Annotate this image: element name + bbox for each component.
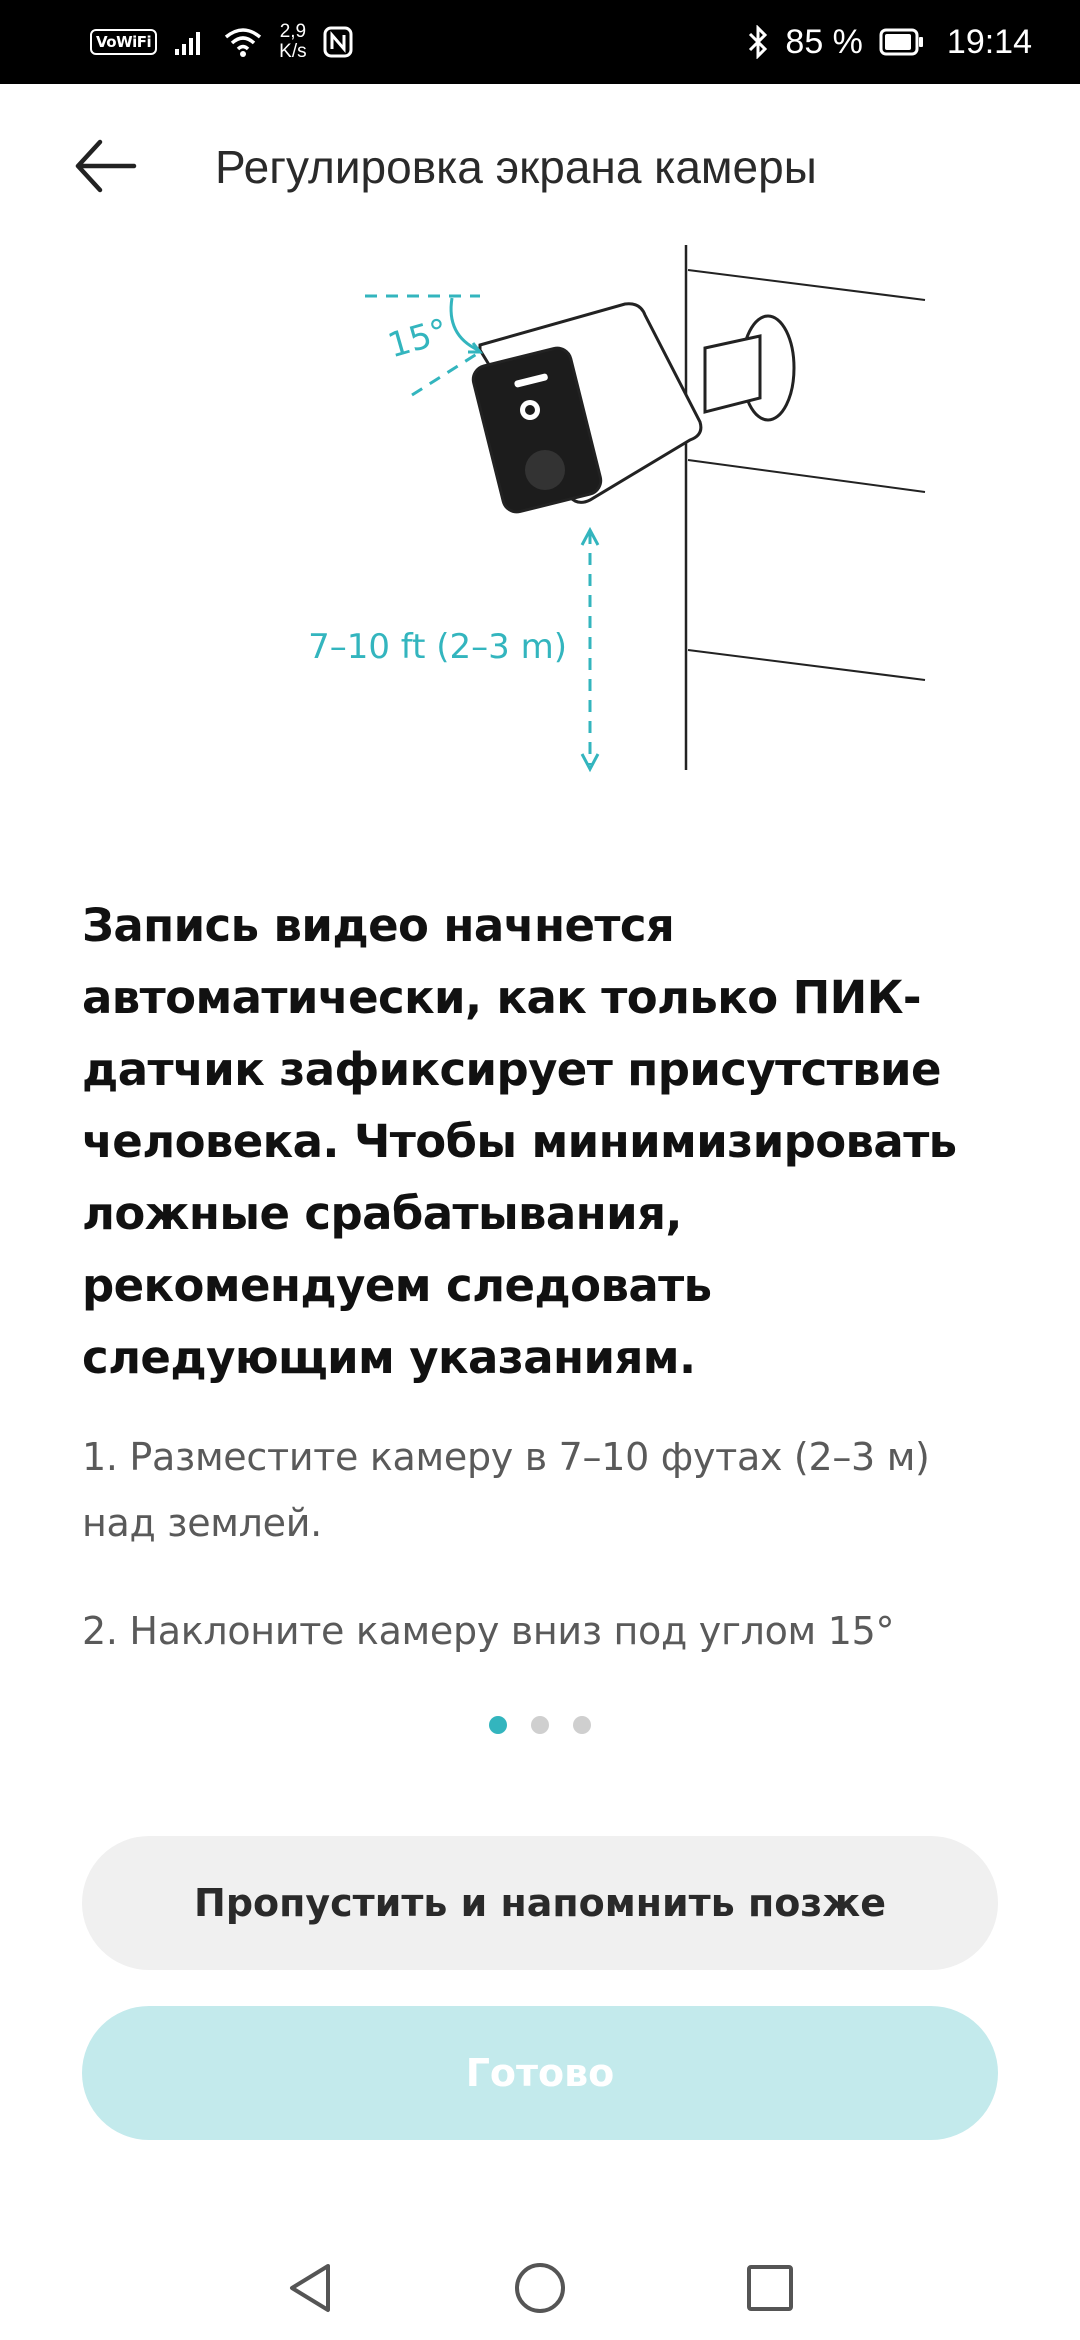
- wifi-icon: [223, 26, 263, 58]
- square-recents-icon: [740, 2258, 800, 2318]
- camera-mounting-illustration: [280, 235, 940, 795]
- page-title: Регулировка экрана камеры: [215, 141, 817, 193]
- system-navigation-bar: [0, 2230, 1080, 2340]
- height-label: 7–10 ft (2–3 m): [308, 627, 567, 667]
- signal-icon: [173, 27, 207, 57]
- instructions-content: [82, 890, 982, 1690]
- camera-body: [470, 304, 701, 515]
- tilt-guide-line: [412, 352, 480, 395]
- vowifi-icon: VoWiFi: [90, 29, 157, 55]
- lead-text: Запись видео начнется автоматически, как только ПИК-датчик зафиксирует присутствие человека. Чтобы минимизировать ложные срабатывания, рекомендуем следовать следующим указаниям.: [82, 899, 957, 1384]
- bluetooth-icon: [747, 25, 769, 59]
- network-speed-value: 2,9: [279, 21, 307, 42]
- status-bar-right: [747, 23, 1032, 62]
- nav-recents-button[interactable]: [740, 2258, 800, 2318]
- camera-mount: [705, 316, 794, 420]
- header: [0, 84, 1080, 248]
- nav-back-button[interactable]: [280, 2258, 340, 2318]
- step-item: 2. Наклоните камеру вниз под углом 15°: [82, 1609, 895, 1653]
- height-arrow-down: [582, 754, 598, 769]
- battery-percent: 85 %: [785, 22, 863, 61]
- battery-icon: [879, 27, 925, 57]
- angle-label: 15°: [383, 311, 453, 367]
- wall-brick-line: [688, 650, 925, 680]
- arrow-left-icon: [70, 134, 140, 198]
- clock: 19:14: [946, 22, 1032, 61]
- wall-brick-line: [688, 270, 925, 300]
- page-indicator: [0, 1716, 1080, 1734]
- page-dot-active: [489, 1716, 507, 1734]
- skip-remind-later-button[interactable]: Пропустить и напомнить позже: [82, 1836, 998, 1970]
- status-bar: [0, 0, 1080, 84]
- status-bar-left: [90, 22, 353, 62]
- wall-brick-line: [688, 460, 925, 492]
- nav-home-button[interactable]: [510, 2258, 570, 2318]
- page-dot: [531, 1716, 549, 1734]
- page-dot: [573, 1716, 591, 1734]
- circle-home-icon: [510, 2258, 570, 2318]
- done-button[interactable]: Готово: [82, 2006, 998, 2140]
- triangle-back-icon: [280, 2258, 340, 2318]
- back-button[interactable]: [70, 134, 150, 198]
- network-speed-unit: K/s: [279, 41, 307, 62]
- nfc-icon: [323, 26, 353, 58]
- network-speed: [279, 22, 306, 62]
- angle-arc: [451, 298, 478, 350]
- step-item: 1. Разместите камеру в 7–10 футах (2–3 м) над землей.: [82, 1435, 930, 1545]
